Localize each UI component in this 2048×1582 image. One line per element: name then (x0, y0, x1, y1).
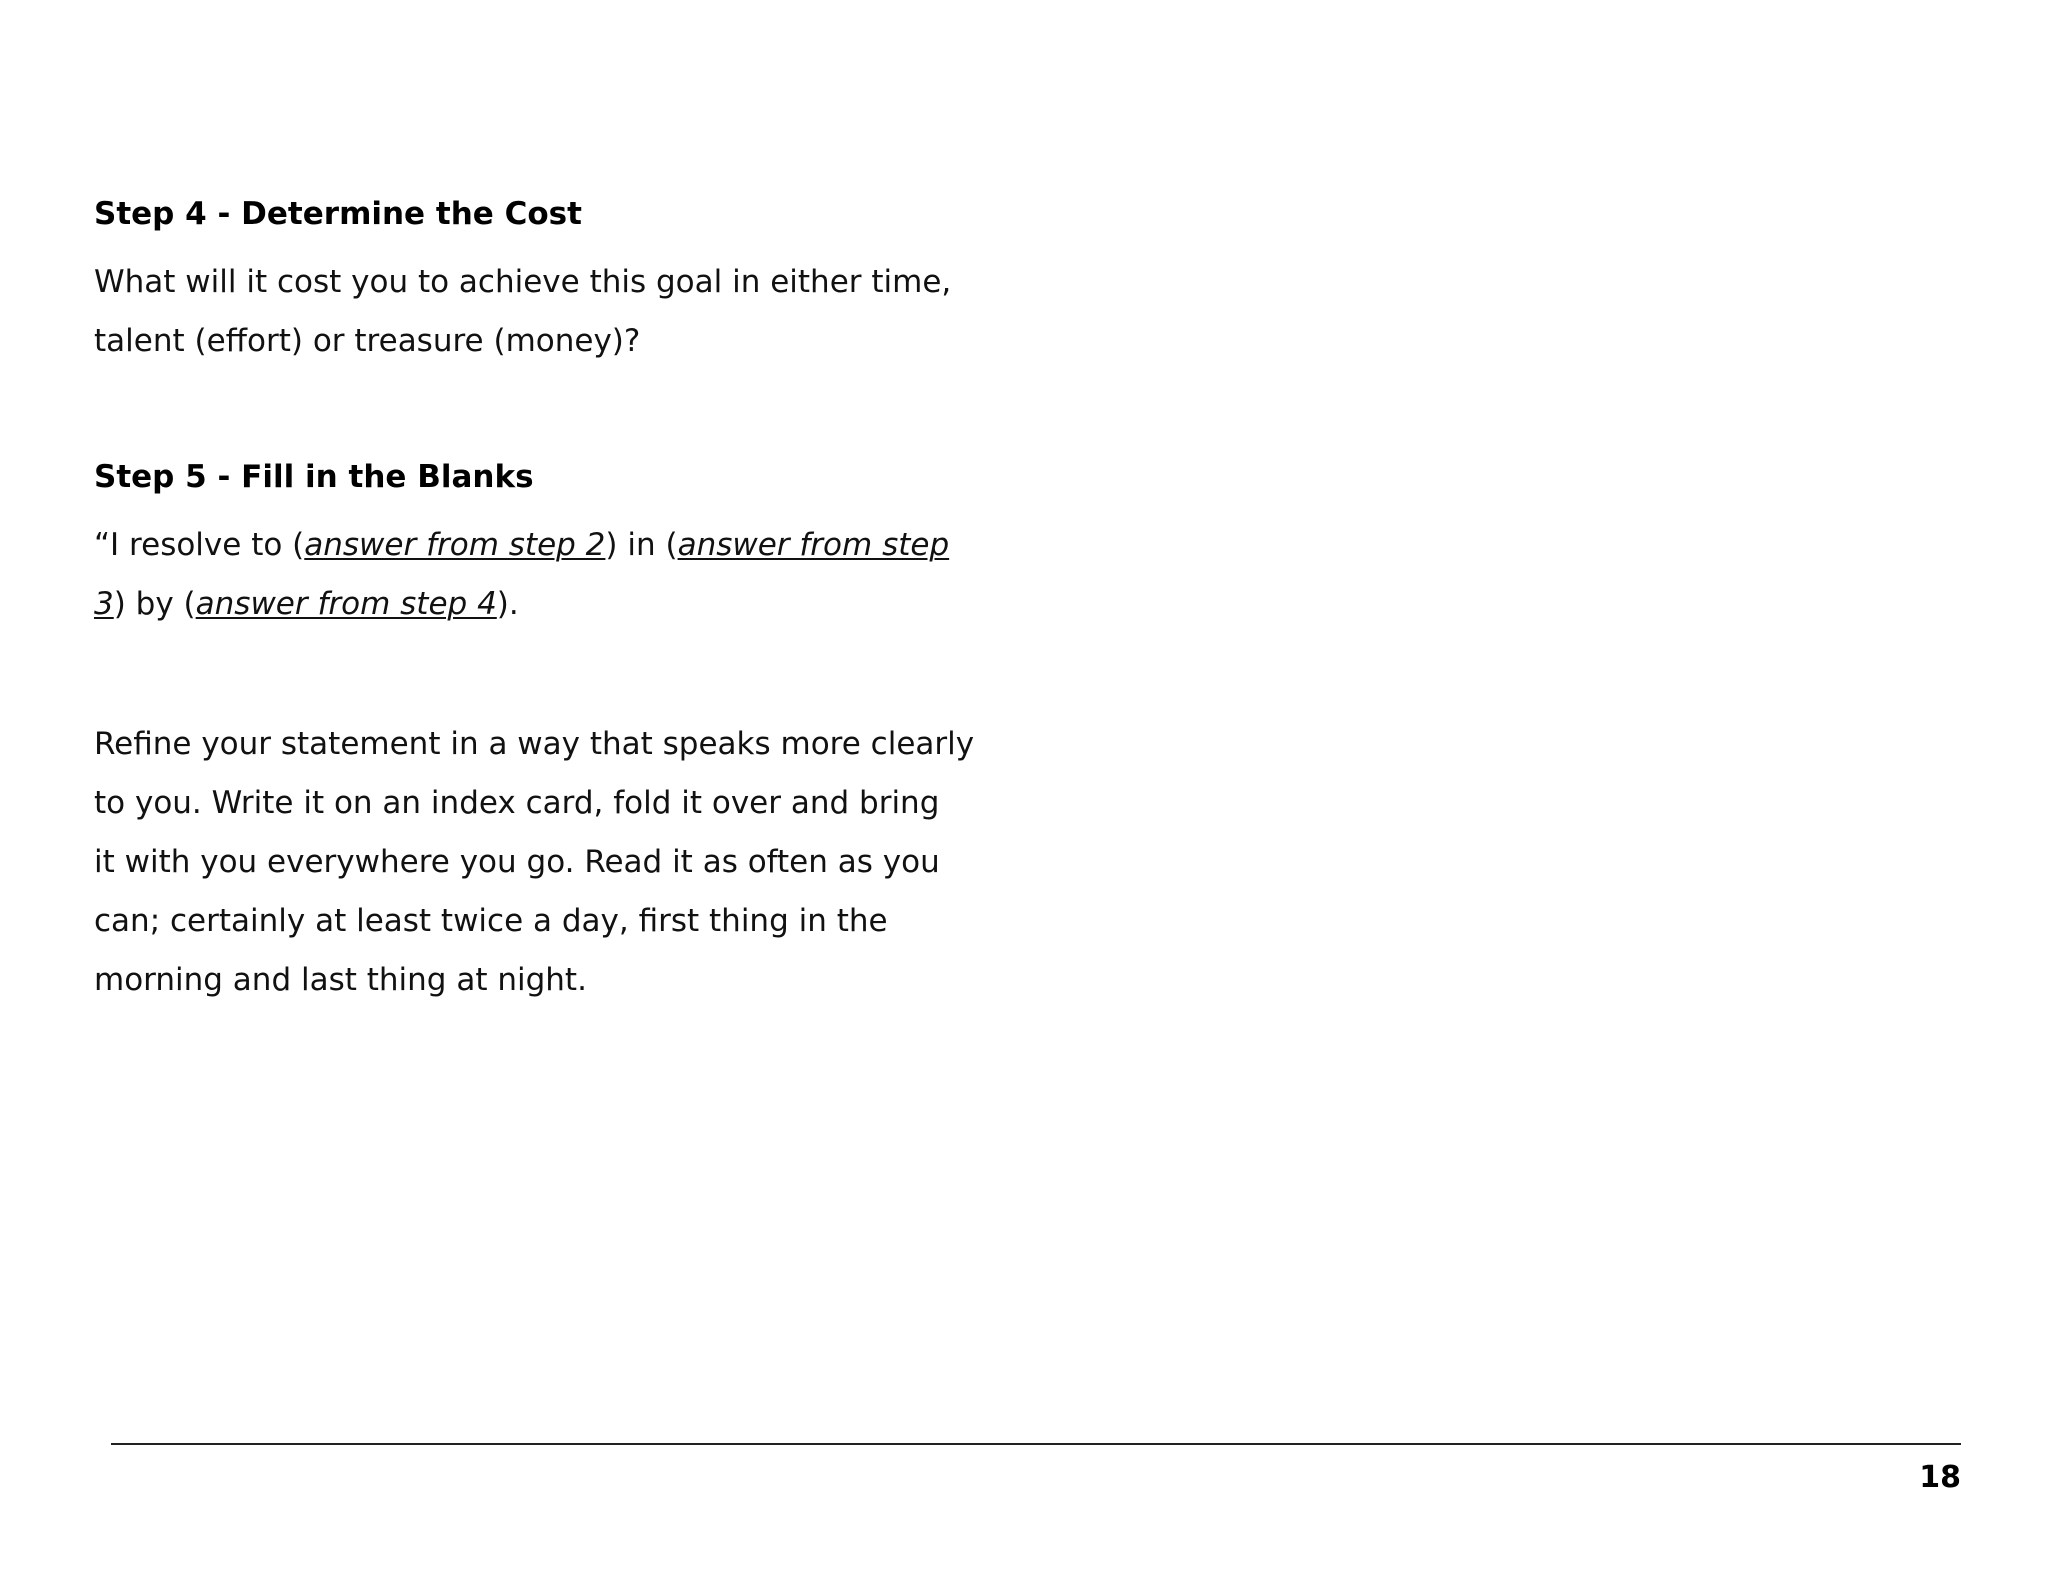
blank-answer-step-3-part-2: 3 (94, 586, 114, 622)
statement-in: ) in ( (605, 527, 678, 563)
refine-line-3: it with you everywhere you go. Read it as often as you (94, 844, 940, 880)
step-5-statement (94, 516, 1014, 634)
step-4-line-2: talent (effort) or treasure (money)? (94, 323, 641, 359)
blank-answer-step-3-part-1: answer from step (677, 527, 950, 563)
footer-divider (111, 1443, 1961, 1445)
refine-line-2: to you. Write it on an index card, fold it over and bring (94, 785, 940, 821)
blank-answer-step-4: answer from step 4 (195, 586, 497, 622)
refine-paragraph (94, 715, 1014, 1010)
refine-line-5: morning and last thing at night. (94, 962, 587, 998)
step-4-line-1: What will it cost you to achieve this goal in either time, (94, 264, 952, 300)
statement-quote-open: “I resolve to ( (94, 527, 305, 563)
page-content (94, 194, 1014, 1010)
page-number: 18 (1919, 1460, 1961, 1495)
step-4-heading: Step 4 - Determine the Cost (94, 196, 582, 232)
refine-line-4: can; certainly at least twice a day, first thing in the (94, 903, 888, 939)
statement-close: ). (496, 586, 519, 622)
step-4-paragraph (94, 253, 1014, 371)
statement-by: ) by ( (113, 586, 196, 622)
step-5-heading: Step 5 - Fill in the Blanks (94, 459, 534, 495)
blank-answer-step-2: answer from step 2 (304, 527, 606, 563)
refine-line-1: Refine your statement in a way that speaks more clearly (94, 726, 975, 762)
